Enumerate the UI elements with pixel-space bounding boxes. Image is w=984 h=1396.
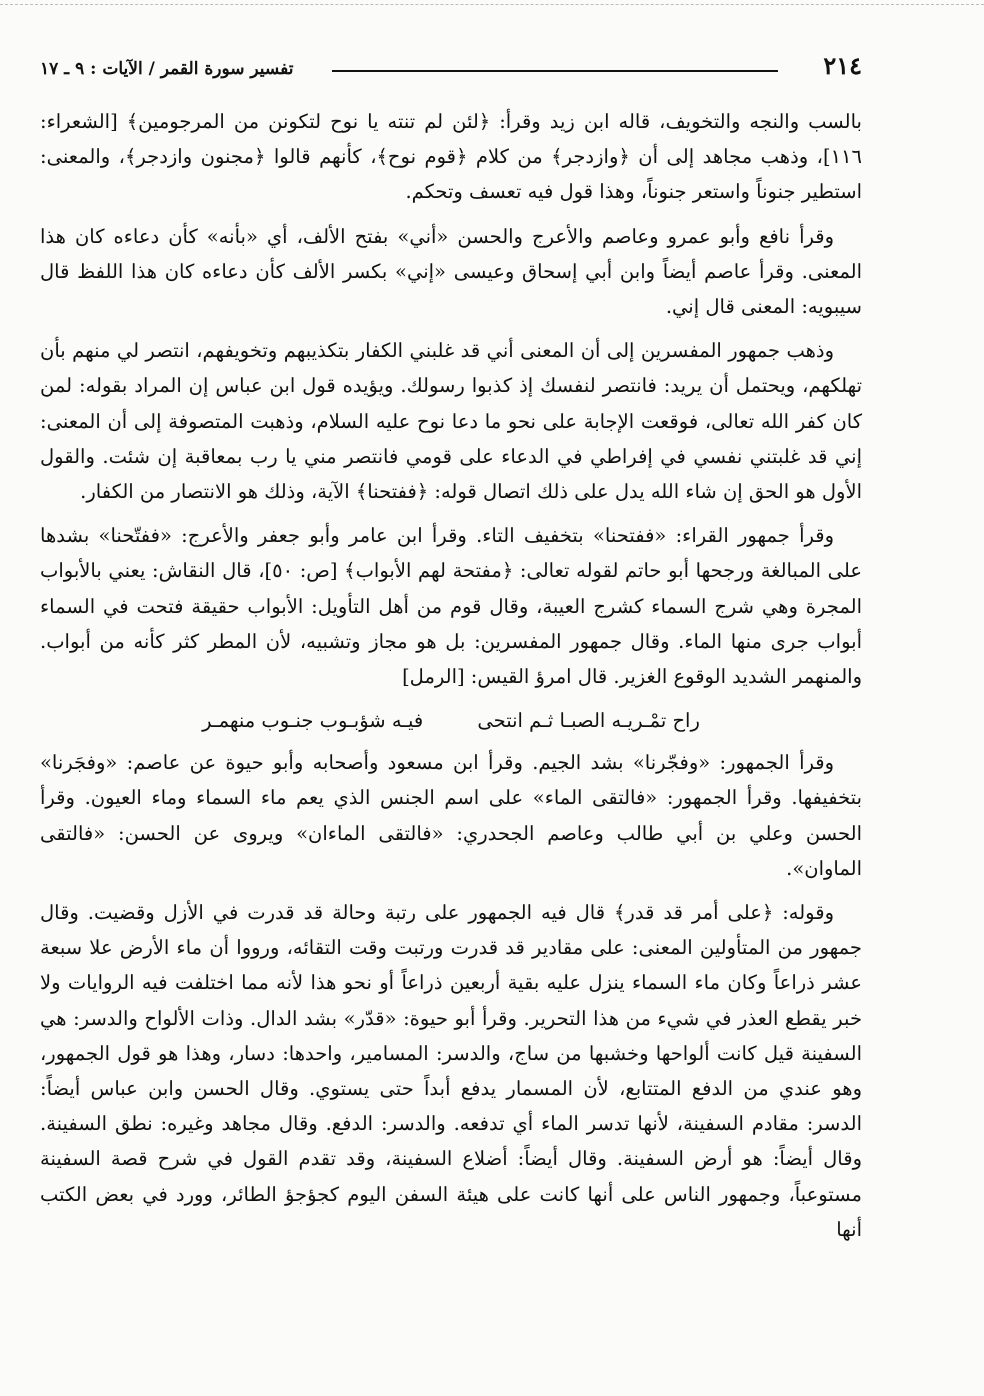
- page-body: [40, 104, 862, 1256]
- page-header: [40, 52, 862, 86]
- page-number: ٢١٤: [823, 51, 862, 80]
- poetry-verse: [40, 703, 862, 739]
- verse-first-hemistich: راح تمْـريـه الصبـا ثـم انتحى: [477, 709, 700, 733]
- scan-edge-line: [0, 4, 984, 5]
- paragraph: وقرأ الجمهور: «وفجّرنا» بشد الجيم. وقرأ ابن مسعود وأصحابه وأبو حيوة عن عاصم: «وفجَرنا» بتخفيفها. وقرأ الجمهور: «فالتقى الماء» على اسم الجنس الذي يعم ماء السماء وماء العيون. وقرأ الحسن وعلي بن أبي طالب وعاصم الجحدري: «فالتقى الماءان» ويروى عن الحسن: «فالتقى الماوان».: [40, 751, 862, 880]
- paragraph: وقوله: ﴿على أمر قد قدر﴾ قال فيه الجمهور على رتبة وحالة قد قدرت في الأزل وقضيت. وقال جمهور من المتأولين المعنى: على مقادير قد قدرت ورتبت وقت التقائه، ورووا أن ماء الأرض علا سبعة عشر ذراعاً وكان ماء السماء ينزل عليه بقية أربعين ذراعاً أو نحو هذا لأنه مما اختلفت فيه الروايات ولا خبر يقطع العذر في شيء من هذا التحرير. وقرأ أبو حيوة: «قدّر» بشد الدال. وذات الألواح والدسر: هي السفينة قيل كانت ألواحها وخشبها من ساج، والدسر: المسامير، واحدها: دسار، وهذا هو قول الجمهور، وهو عندي من الدفع المتتابع، لأن المسمار يدفع أبداً حتى يستوي. وقال الحسن وابن عباس أيضاً: الدسر: مقادم السفينة، لأنها تدسر الماء أي تدفعه. والدسر: الدفع. وقال مجاهد وغيره: نطق السفينة. وقال أيضاً: هو أرض السفينة. وقال أيضاً: أضلاع السفينة، وقد تقدم القول في شرح قصة السفينة مستوعباً، وجمهور الناس على أنها كانت على هيئة السفن اليوم كجؤجؤ الطائر، وورد في بعض الكتب أنها: [40, 901, 862, 1241]
- verse-second-hemistich: فيـه شؤبـوب جنـوب منهمـر: [202, 709, 424, 733]
- running-title: تفسير سورة القمر / الآيات : ٩ ـ ١٧: [40, 59, 294, 79]
- paragraph: وقرأ جمهور القراء: «ففتحنا» بتخفيف التاء. وقرأ ابن عامر وأبو جعفر والأعرج: «ففتّحنا» بشدها على المبالغة ورجحها أبو حاتم لقوله تعالى: ﴿مفتحة لهم الأبواب﴾ [ص: ٥٠]، قال النقاش: يعني بالأبواب المجرة وهي شرج السماء كشرج العيبة، وقال قوم من أهل التأويل: الأبواب حقيقة فتحت في السماء أبواب جرى منها الماء. وقال جمهور المفسرين: بل هو مجاز وتشبيه، لأن المطر كثر كأنه من أبواب. والمنهمر الشديد الوقوع الغزير. قال امرؤ القيس: [الرمل]: [40, 524, 862, 689]
- header-rule: [332, 70, 778, 72]
- paragraph: وذهب جمهور المفسرين إلى أن المعنى أني قد غلبني الكفار بتكذيبهم وتخويفهم، انتصر لي منهم بأن تهلكهم، ويحتمل أن يريد: فانتصر لنفسك إذ كذبوا رسولك. ويؤيده قول ابن عباس إن المراد بقوله: لمن كان كفر الله تعالى، فوقعت الإجابة على نحو ما دعا نوح عليه السلام، وذهبت المتصوفة إلى أن المعنى: إني قد غلبتني نفسي في إفراطي في الدعاء على قومي فانتصر مني يا رب بمعاقبة إن شئت. والقول الأول هو الحق إن شاء الله يدل على ذلك اتصال قوله: ﴿ففتحنا﴾ الآية، وذلك هو الانتصار من الكفار.: [40, 339, 862, 504]
- paragraph: وقرأ نافع وأبو عمرو وعاصم والأعرج والحسن «أني» بفتح الألف، أي «بأنه» كأن دعاءه كان هذا المعنى. وقرأ عاصم أيضاً وابن أبي إسحاق وعيسى «إني» بكسر الألف كأن دعاءه كان هذا اللفظ قال سيبويه: المعنى قال إني.: [40, 224, 862, 319]
- paragraph: بالسب والنجه والتخويف، قاله ابن زيد وقرأ: ﴿لئن لم تنته يا نوح لتكونن من المرجومين﴾ [الشعراء: ١١٦]، وذهب مجاهد إلى أن ﴿وازدجر﴾ من كلام ﴿قوم نوح﴾، كأنهم قالوا ﴿مجنون وازدجر﴾، والمعنى: استطير جنوناً واستعر جنوناً، وهذا قول فيه تعسف وتحكم.: [40, 110, 862, 204]
